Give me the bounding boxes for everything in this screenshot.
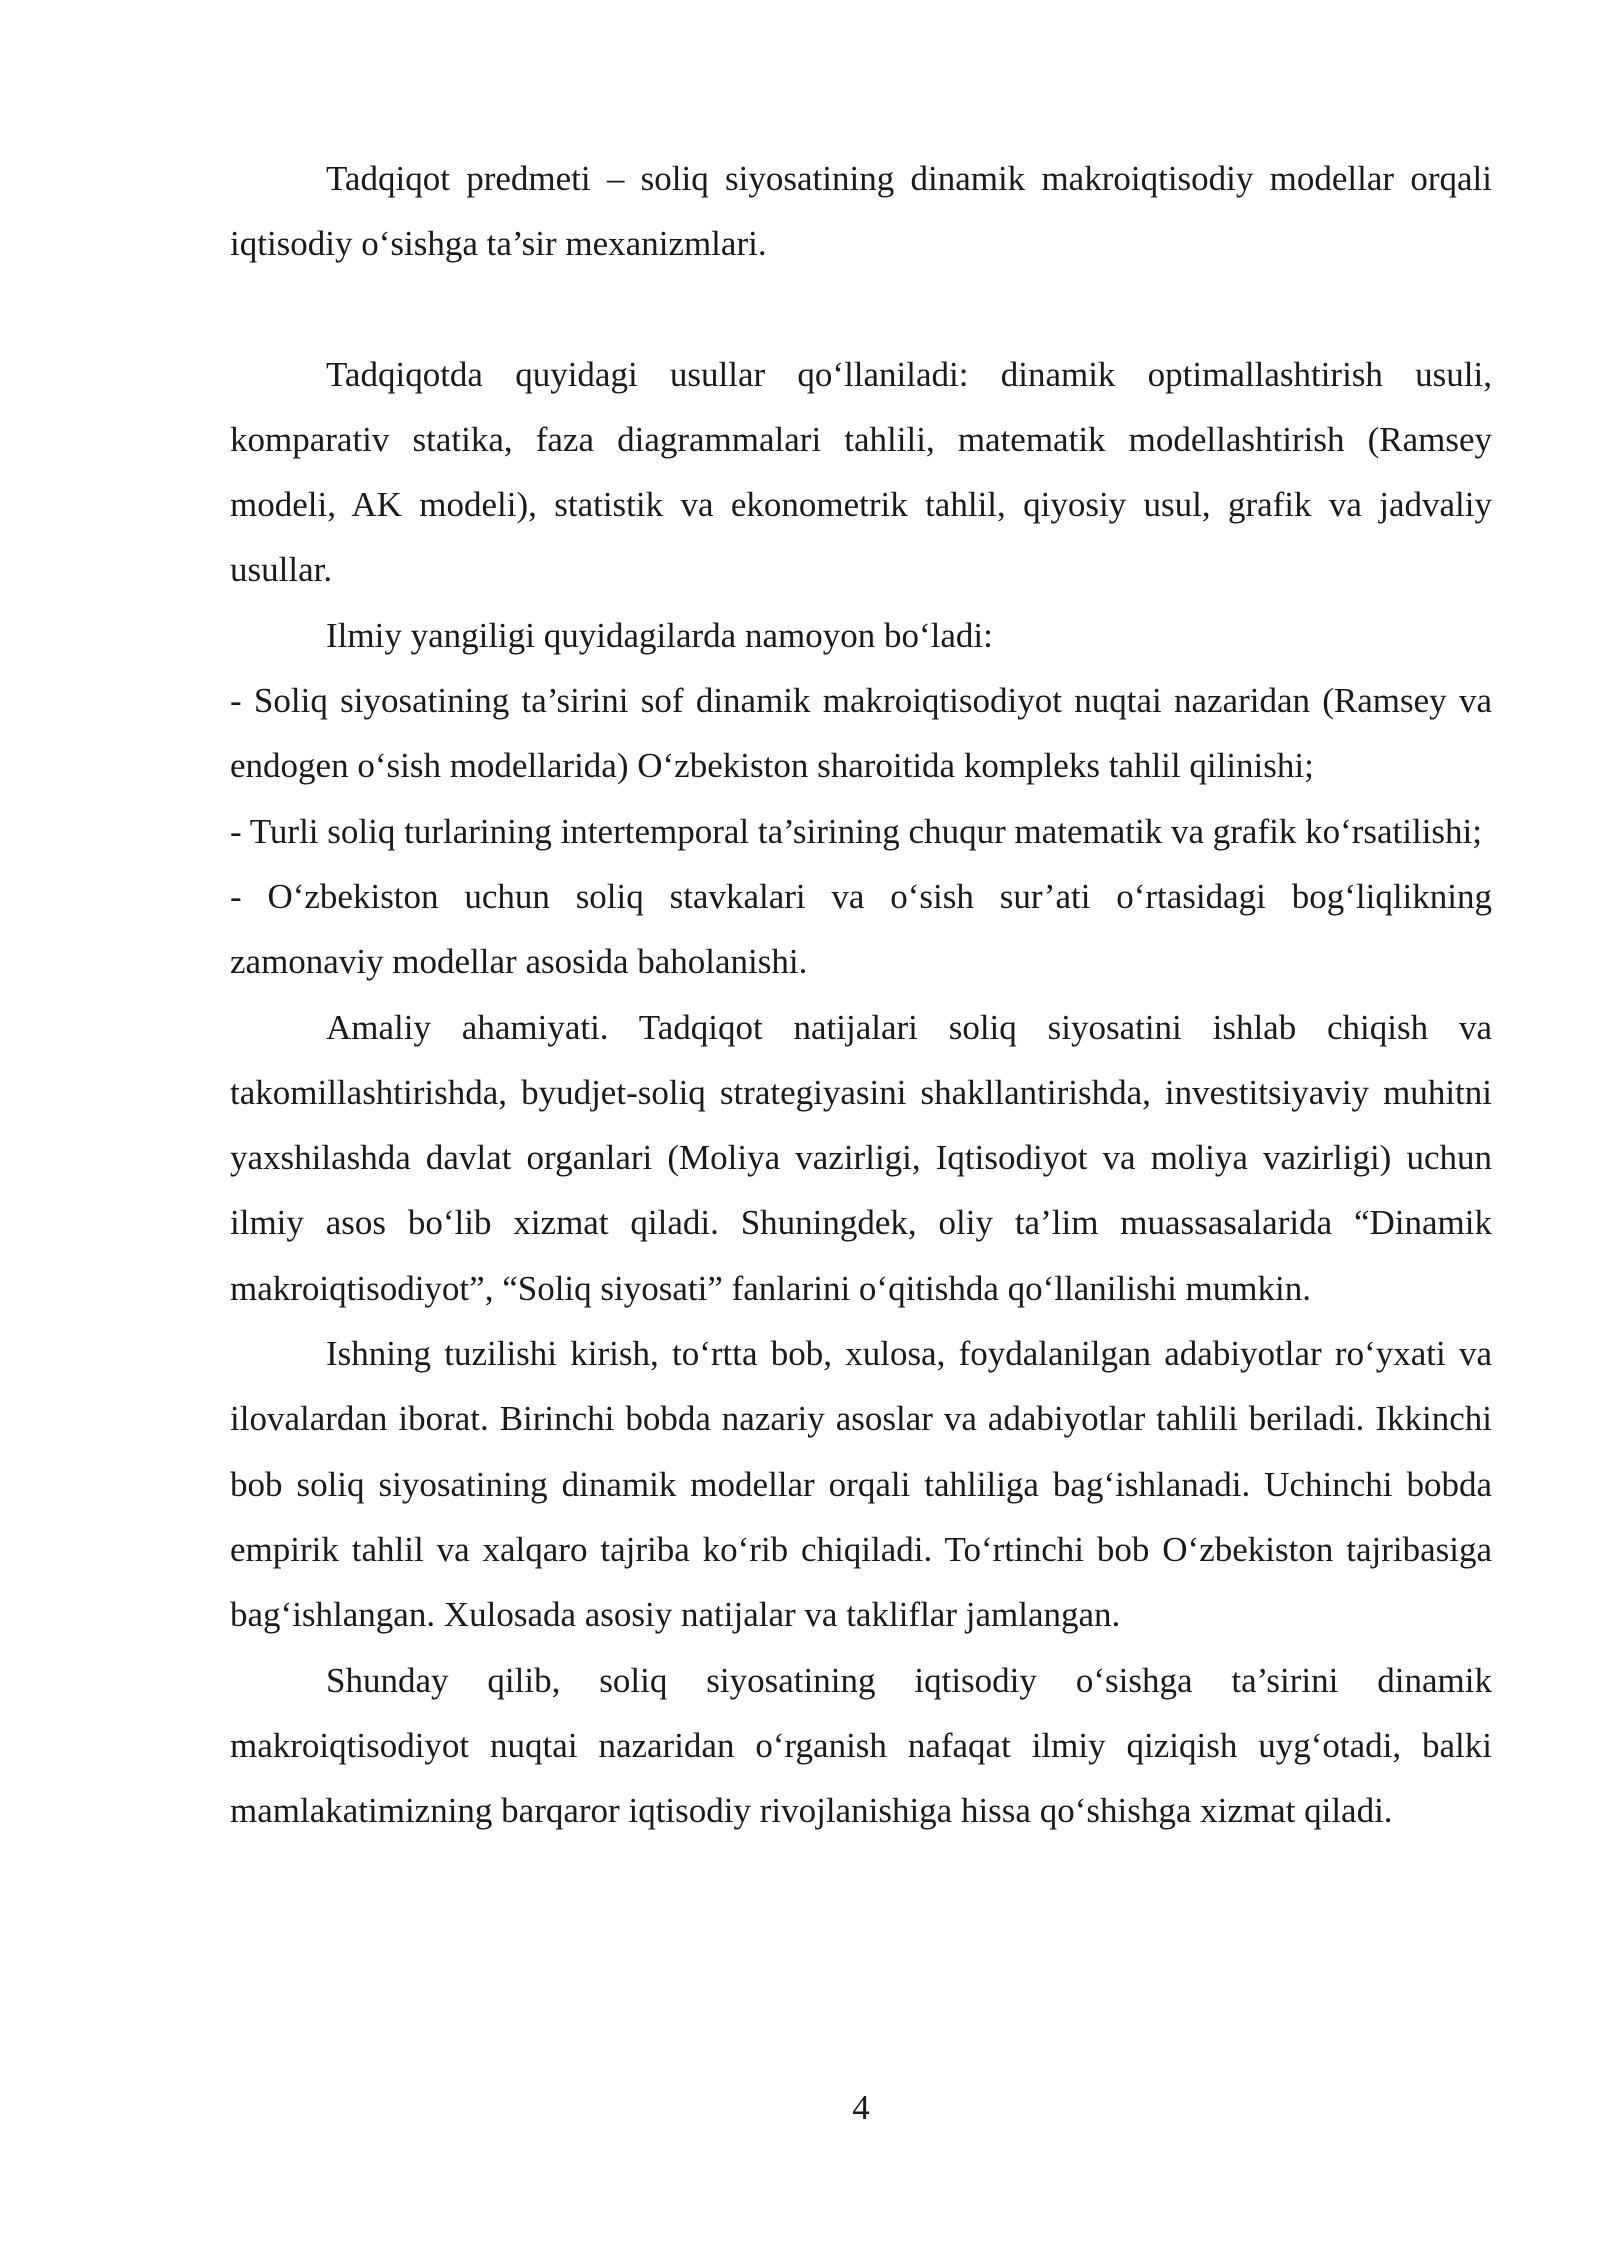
research-methods-paragraph: Tadqiqotda quyidagi usullar qo‘llaniladi: dinamik optimallashtirish usuli, komparativ statika, faza diagrammalari tahlili, matematik modellashtirish (Ramsey modeli, AK modeli), statistik va ekonometrik tahlil, qiyosiy usul, grafik va jadvaliy usullar. xyxy=(230,354,1492,590)
paragraph-spacer xyxy=(230,277,1492,342)
page-number: 4 xyxy=(852,2088,870,2127)
practical-significance-paragraph: Amaliy ahamiyati. Tadqiqot natijalari soliq siyosatini ishlab chiqish va takomillashtirishda, byudjet-soliq strategiyasini shakllantirishda, investitsiyaviy muhitni yaxshilashda davlat organlari (Moliya vazirligi, Iqtisodiyot va moliya vazirligi) uchun ilmiy asos bo‘lib xizmat qiladi. Shuningdek, oliy ta’lim muassasalarida “Dinamik makroiqtisodiyot”, “Soliq siyosati” fanlarini o‘qitishda qo‘llanilishi mumkin. xyxy=(230,1007,1492,1308)
work-structure-paragraph: Ishning tuzilishi kirish, to‘rtta bob, xulosa, foydalanilgan adabiyotlar ro‘yxati va ilovalardan iborat. Birinchi bobda nazariy asoslar va adabiyotlar tahlili beriladi. Ikkinchi bob soliq siyosatining dinamik modellar orqali tahliliga bag‘ishlanadi. Uchinchi bobda empirik tahlil va xalqaro tajriba ko‘rib chiqiladi. To‘rtinchi bob O‘zbekiston tajribasiga bag‘ishlangan. Xulosada asosiy natijalar va takliflar jamlangan. xyxy=(230,1334,1492,1635)
conclusion-paragraph: Shunday qilib, soliq siyosatining iqtisodiy o‘sishga ta’sirini dinamik makroiqtisodiyot nuqtai nazaridan o‘rganish nafaqat ilmiy qiziqish uyg‘otadi, balki mamlakatimizning barqaror iqtisodiy rivojlanishiga hissa qo‘shishga xizmat qiladi. xyxy=(230,1660,1492,1831)
novelty-list-item: - O‘zbekiston uchun soliq stavkalari va o‘sish sur’ati o‘rtasidagi bog‘liqlikning zamonaviy modellar asosida baholanishi. xyxy=(230,876,1492,982)
novelty-list-item: - Soliq siyosatining ta’sirini sof dinamik makroiqtisodiyot nuqtai nazaridan (Ramsey va endogen o‘sish modellarida) O‘zbekiston sharoitida kompleks tahlil qilinishi; xyxy=(230,681,1492,786)
document-page-body xyxy=(230,146,1492,1843)
scientific-novelty-heading: Ilmiy yangiligi quyidagilarda namoyon bo‘ladi: xyxy=(326,615,993,655)
novelty-list-item: - Turli soliq turlarining intertemporal ta’sirining chuqur matematik va grafik ko‘rsatilishi; xyxy=(230,811,1483,851)
research-subject-paragraph: Tadqiqot predmeti – soliq siyosatining dinamik makroiqtisodiy modellar orqali iqtisodiy o‘sishga ta’sir mexanizmlari. xyxy=(230,159,1492,264)
